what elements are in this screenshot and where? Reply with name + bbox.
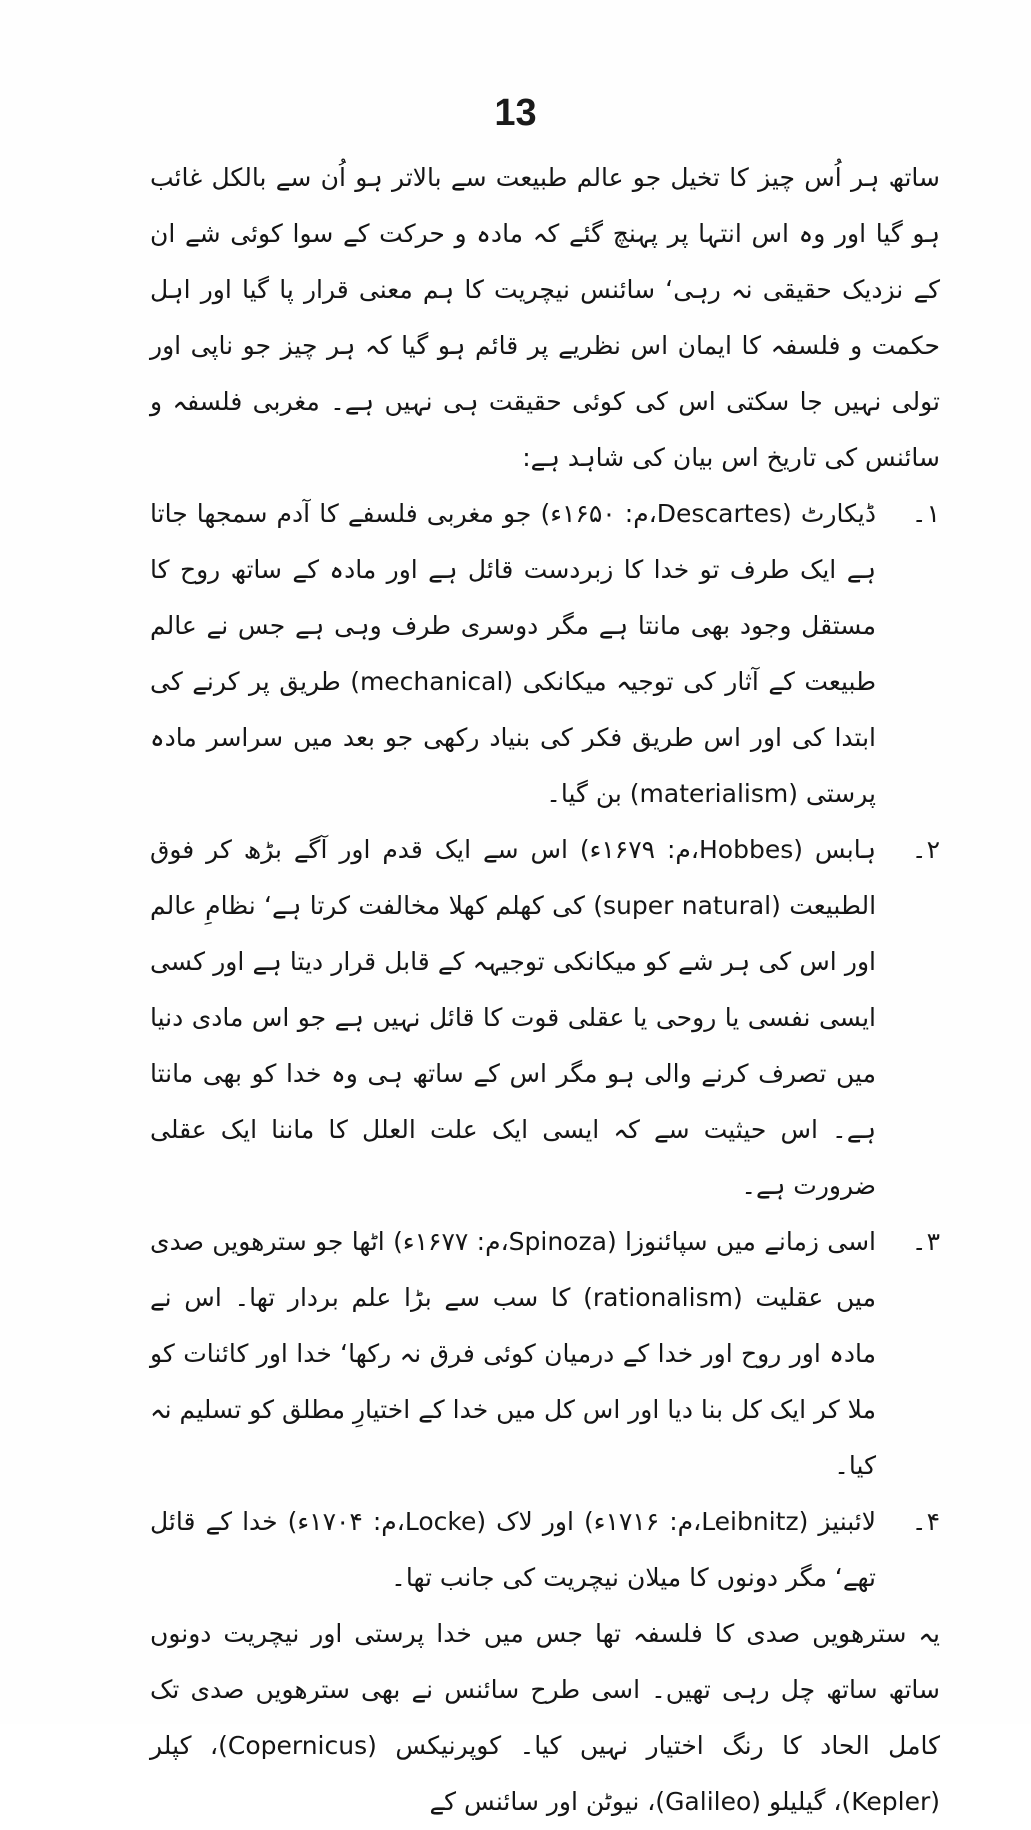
list-item-number: ۱۔	[911, 499, 940, 528]
list-item-text: لائبنیز (Leibnitz،م: ۱۷۱۶ء) اور لاک (Locke،م: ۱۷۰۴ء) خدا کے قائل تھے‘ مگر دونوں کا میلان نیچریت کی جانب تھا۔	[150, 1507, 877, 1592]
list-item-text: ہابس (Hobbes،م: ۱۶۷۹ء) اس سے ایک قدم اور آگے بڑھ کر فوق الطبیعت (super natural) کی کھلم کھلا مخالفت کرتا ہے‘ نظامِ عالم اور اس کی ہر شے کو میکانکی توجیہہ کے قابل قرار دیتا ہے اور کسی ایسی نفسی یا روحی یا عقلی قوت کا قائل نہیں ہے جو اس مادی دنیا میں تصرف کرنے والی ہو مگر اس کے ساتھ ہی وہ خدا کو بھی مانتا ہے۔ اس حیثیت سے کہ ایسی ایک علت العلل کا ماننا ایک عقلی ضرورت ہے۔	[150, 835, 877, 1200]
list-item	[150, 486, 940, 822]
list-item-number: ۳۔	[911, 1227, 940, 1256]
list-item-text: اسی زمانے میں سپائنوزا (Spinoza،م: ۱۶۷۷ء) اٹھا جو سترھویں صدی میں عقلیت (rationalism) کا سب سے بڑا علم بردار تھا۔ اس نے مادہ اور روح اور خدا کے درمیان کوئی فرق نہ رکھا‘ خدا اور کائنات کو ملا کر ایک کل بنا دیا اور اس کل میں خدا کے اختیارِ مطلق کو تسلیم نہ کیا۔	[150, 1227, 877, 1480]
list-item-number: ۲۔	[911, 835, 940, 864]
list-item	[150, 1494, 940, 1606]
page-number: 13	[494, 92, 537, 134]
list-item-number: ۴۔	[911, 1507, 940, 1536]
page-body	[150, 150, 940, 1830]
intro-paragraph: ساتھ ہر اُس چیز کا تخیل جو عالم طبیعت سے بالاتر ہو اُن سے بالکل غائب ہو گیا اور وہ اس انتہا پر پہنچ گئے کہ مادہ و حرکت کے سوا کوئی شے ان کے نزدیک حقیقی نہ رہی‘ سائنس نیچریت کا ہم معنی قرار پا گیا اور اہل حکمت و فلسفہ کا ایمان اس نظریے پر قائم ہو گیا کہ ہر چیز جو ناپی اور تولی نہیں جا سکتی اس کی کوئی حقیقت ہی نہیں ہے۔ مغربی فلسفہ و سائنس کی تاریخ اس بیان کی شاہد ہے:	[150, 163, 940, 472]
list-item-text: ڈیکارٹ (Descartes،م: ۱۶۵۰ء) جو مغربی فلسفے کا آدم سمجھا جاتا ہے ایک طرف تو خدا کا زبردست قائل ہے اور مادہ کے ساتھ روح کا مستقل وجود بھی مانتا ہے مگر دوسری طرف وہی ہے جس نے عالم طبیعت کے آثار کی توجیہ میکانکی (mechanical) طریق پر کرنے کی ابتدا کی اور اس طریق فکر کی بنیاد رکھی جو بعد میں سراسر مادہ پرستی (materialism) بن گیا۔	[150, 499, 876, 808]
list-item	[150, 1214, 940, 1494]
closing-paragraph: یہ سترھویں صدی کا فلسفہ تھا جس میں خدا پرستی اور نیچریت دونوں ساتھ ساتھ چل رہی تھیں۔ اسی طرح سائنس نے بھی سترھویں صدی تک کامل الحاد کا رنگ اختیار نہیں کیا۔ کوپرنیکس (Copernicus)، کپلر (Kepler)، گیلیلو (Galileo)، نیوٹن اور سائنس کے	[150, 1619, 940, 1816]
list-item	[150, 822, 940, 1214]
